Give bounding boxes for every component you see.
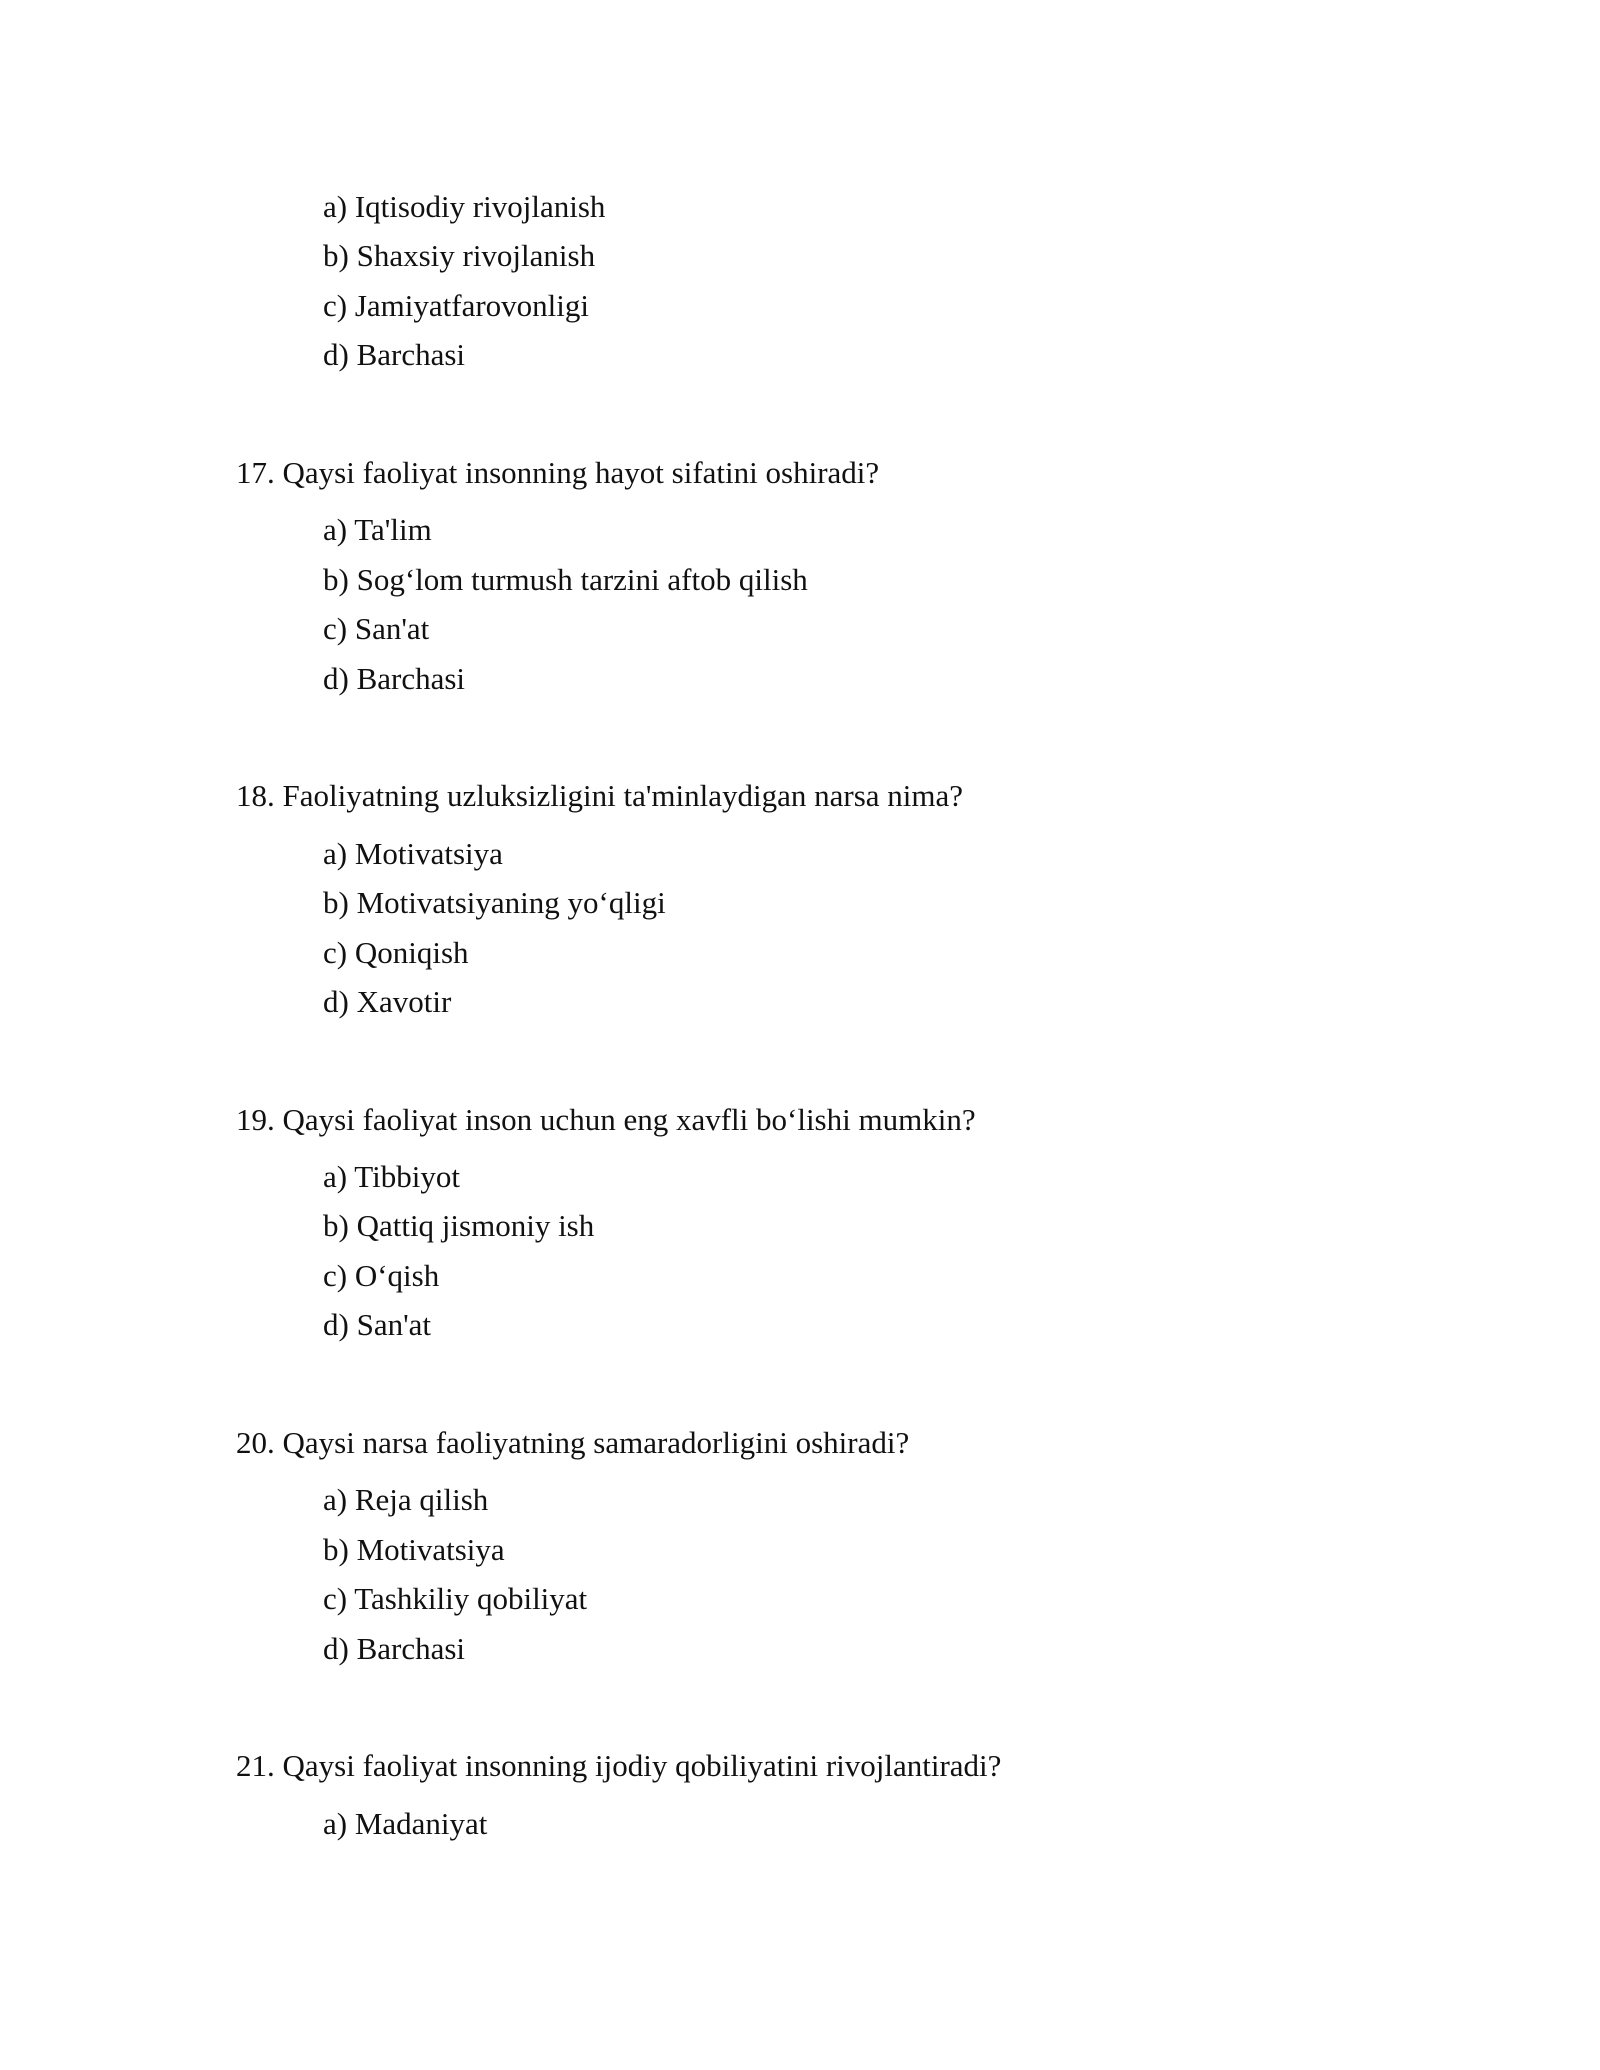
option-20-b: b) Motivatsiya	[323, 1532, 505, 1567]
option-18-d: d) Xavotir	[323, 984, 452, 1019]
question-21: 21. Qaysi faoliyat insonning ijodiy qobiliyatini rivojlantiradi?	[236, 1748, 1002, 1783]
option-19-a: a) Tibbiyot	[323, 1159, 460, 1194]
option-21-a: a) Madaniyat	[323, 1806, 488, 1841]
question-17: 17. Qaysi faoliyat insonning hayot sifatini oshiradi?	[236, 455, 880, 490]
option-17-d: d) Barchasi	[323, 661, 466, 696]
option-20-d: d) Barchasi	[323, 1631, 466, 1666]
option-18-a: a) Motivatsiya	[323, 836, 503, 871]
option-16-c: c) Jamiyatfarovonligi	[323, 288, 589, 323]
option-20-a: a) Reja qilish	[323, 1482, 489, 1517]
option-17-c: c) San'at	[323, 611, 430, 646]
option-16-b: b) Shaxsiy rivojlanish	[323, 238, 596, 273]
option-20-c: c) Tashkiliy qobiliyat	[323, 1581, 588, 1616]
option-19-c: c) O‘qish	[323, 1258, 440, 1293]
option-19-b: b) Qattiq jismoniy ish	[323, 1208, 595, 1243]
option-18-c: c) Qoniqish	[323, 935, 469, 970]
option-17-b: b) Sog‘lom turmush tarzini aftob qilish	[323, 562, 808, 597]
option-18-b: b) Motivatsiyaning yo‘qligi	[323, 885, 666, 920]
option-16-d: d) Barchasi	[323, 337, 466, 372]
question-18: 18. Faoliyatning uzluksizligini ta'minlaydigan narsa nima?	[236, 778, 964, 813]
option-17-a: a) Ta'lim	[323, 512, 432, 547]
option-19-d: d) San'at	[323, 1307, 432, 1342]
option-16-a: a) Iqtisodiy rivojlanish	[323, 189, 606, 224]
question-20: 20. Qaysi narsa faoliyatning samaradorligini oshiradi?	[236, 1425, 910, 1460]
question-19: 19. Qaysi faoliyat inson uchun eng xavfli bo‘lishi mumkin?	[236, 1102, 976, 1137]
